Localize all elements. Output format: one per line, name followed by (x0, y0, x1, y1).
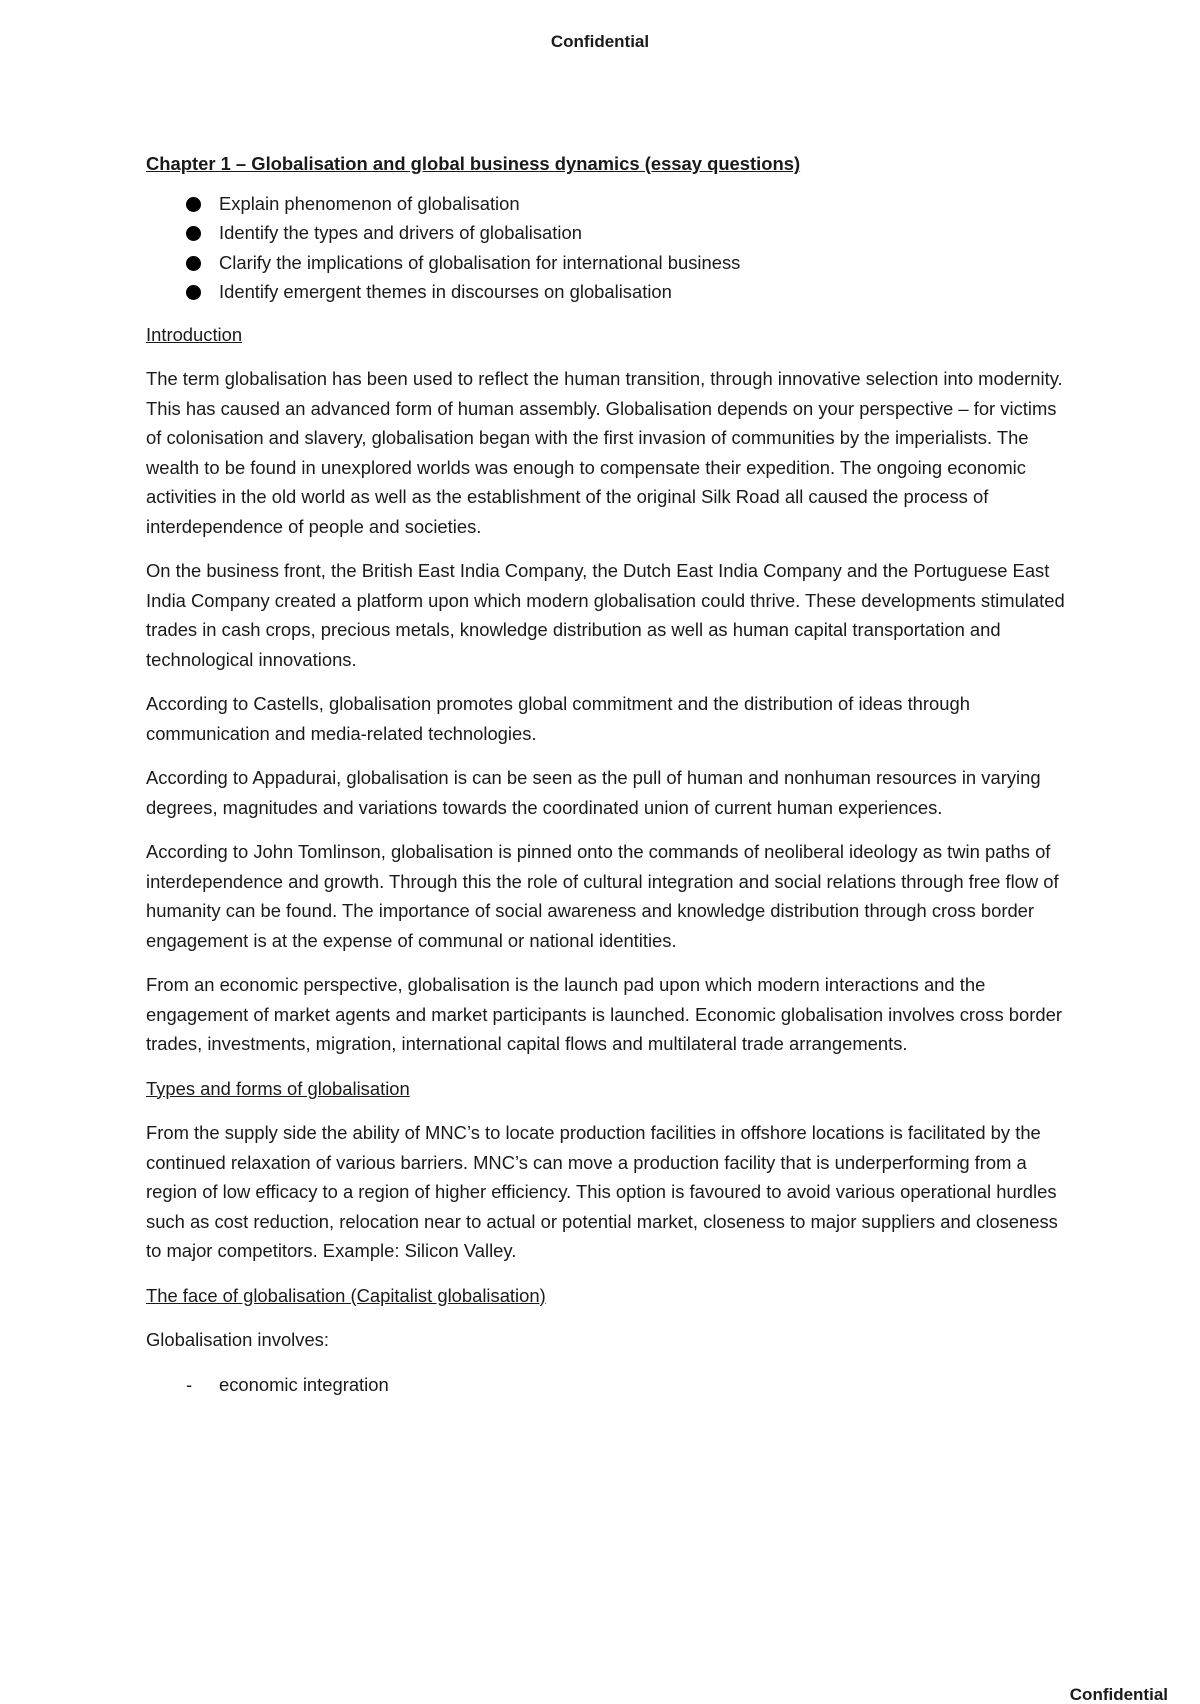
objective-item (146, 218, 1076, 248)
bullet-dot-icon (186, 285, 201, 300)
introduction-paragraph: According to Appadurai, globalisation is can be seen as the pull of human and nonhuman resources in varying degrees, magnitudes and variations towards the coordinated union of current human experiences. (146, 767, 1041, 818)
introduction-paragraph: According to John Tomlinson, globalisation is pinned onto the commands of neoliberal ideology as twin paths of interdependence and growth. Through this the role of cultural integration and social relations through free flow of humanity can be found. The importance of social awareness and knowledge distribution through cross border engagement is at the expense of communal or national identities. (146, 841, 1059, 951)
objectives-list (146, 189, 1076, 307)
types-section-heading: Types and forms of globalisation (146, 1077, 410, 1099)
objective-text: Explain phenomenon of globalisation (219, 192, 520, 214)
footer-confidential-label: Confidential (1069, 1685, 1168, 1704)
chapter-title: Chapter 1 – Globalisation and global business dynamics (essay questions) (146, 153, 801, 174)
bullet-dot-icon (186, 256, 201, 271)
list-item (146, 1370, 1076, 1400)
face-section-heading: The face of globalisation (Capitalist globalisation) (146, 1284, 546, 1306)
globalisation-involves-list (146, 1370, 1076, 1400)
objective-item (146, 277, 1076, 307)
introduction-paragraph: According to Castells, globalisation promotes global commitment and the distribution of ideas through communication and media-related technologies. (146, 693, 970, 744)
types-section-paragraph: From the supply side the ability of MNC’s to locate production facilities in offshore locations is facilitated by the continued relaxation of various barriers. MNC’s can move a production facility that is underperforming from a region of low efficacy to a region of higher efficiency. This option is favoured to avoid various operational hurdles such as cost reduction, relocation near to actual or potential market, closeness to major suppliers and closeness to major competitors. Example: Silicon Valley. (146, 1122, 1058, 1261)
objective-text: Clarify the implications of globalisation for international business (219, 251, 741, 273)
header-confidential-label: Confidential (550, 32, 650, 51)
face-section-intro: Globalisation involves: (146, 1329, 329, 1350)
introduction-heading: Introduction (146, 323, 243, 345)
objective-item (146, 248, 1076, 278)
introduction-paragraph: From an economic perspective, globalisation is the launch pad upon which modern interactions and the engagement of market agents and market participants is launched. Economic globalisation involves cross border trades, investments, migration, international capital flows and multilateral trade arrangements. (146, 974, 1062, 1054)
objective-text: Identify emergent themes in discourses on globalisation (219, 281, 672, 302)
objective-item (146, 189, 1076, 219)
introduction-paragraph: On the business front, the British East India Company, the Dutch East India Company and the Portuguese East India Company created a platform upon which modern globalisation could thrive. These developments stimulated trades in cash crops, precious metals, knowledge distribution as well as human capital transportation and technological innovations. (146, 560, 1065, 670)
bullet-dot-icon (186, 197, 201, 212)
bullet-dot-icon (186, 226, 201, 241)
introduction-paragraph: The term globalisation has been used to reflect the human transition, through innovative selection into modernity. This has caused an advanced form of human assembly. Globalisation depends on your perspective – for victims of colonisation and slavery, globalisation began with the first invasion of communities by the imperialists. The wealth to be found in unexplored worlds was enough to compensate their expedition. The ongoing economic activities in the old world as well as the establishment of the original Silk Road all caused the process of interdependence of people and societies. (146, 368, 1063, 537)
dash-marker: - (186, 1373, 193, 1395)
document-body (146, 149, 1076, 1399)
list-item-text: economic integration (219, 1373, 389, 1395)
objective-text: Identify the types and drivers of globalisation (219, 222, 582, 243)
